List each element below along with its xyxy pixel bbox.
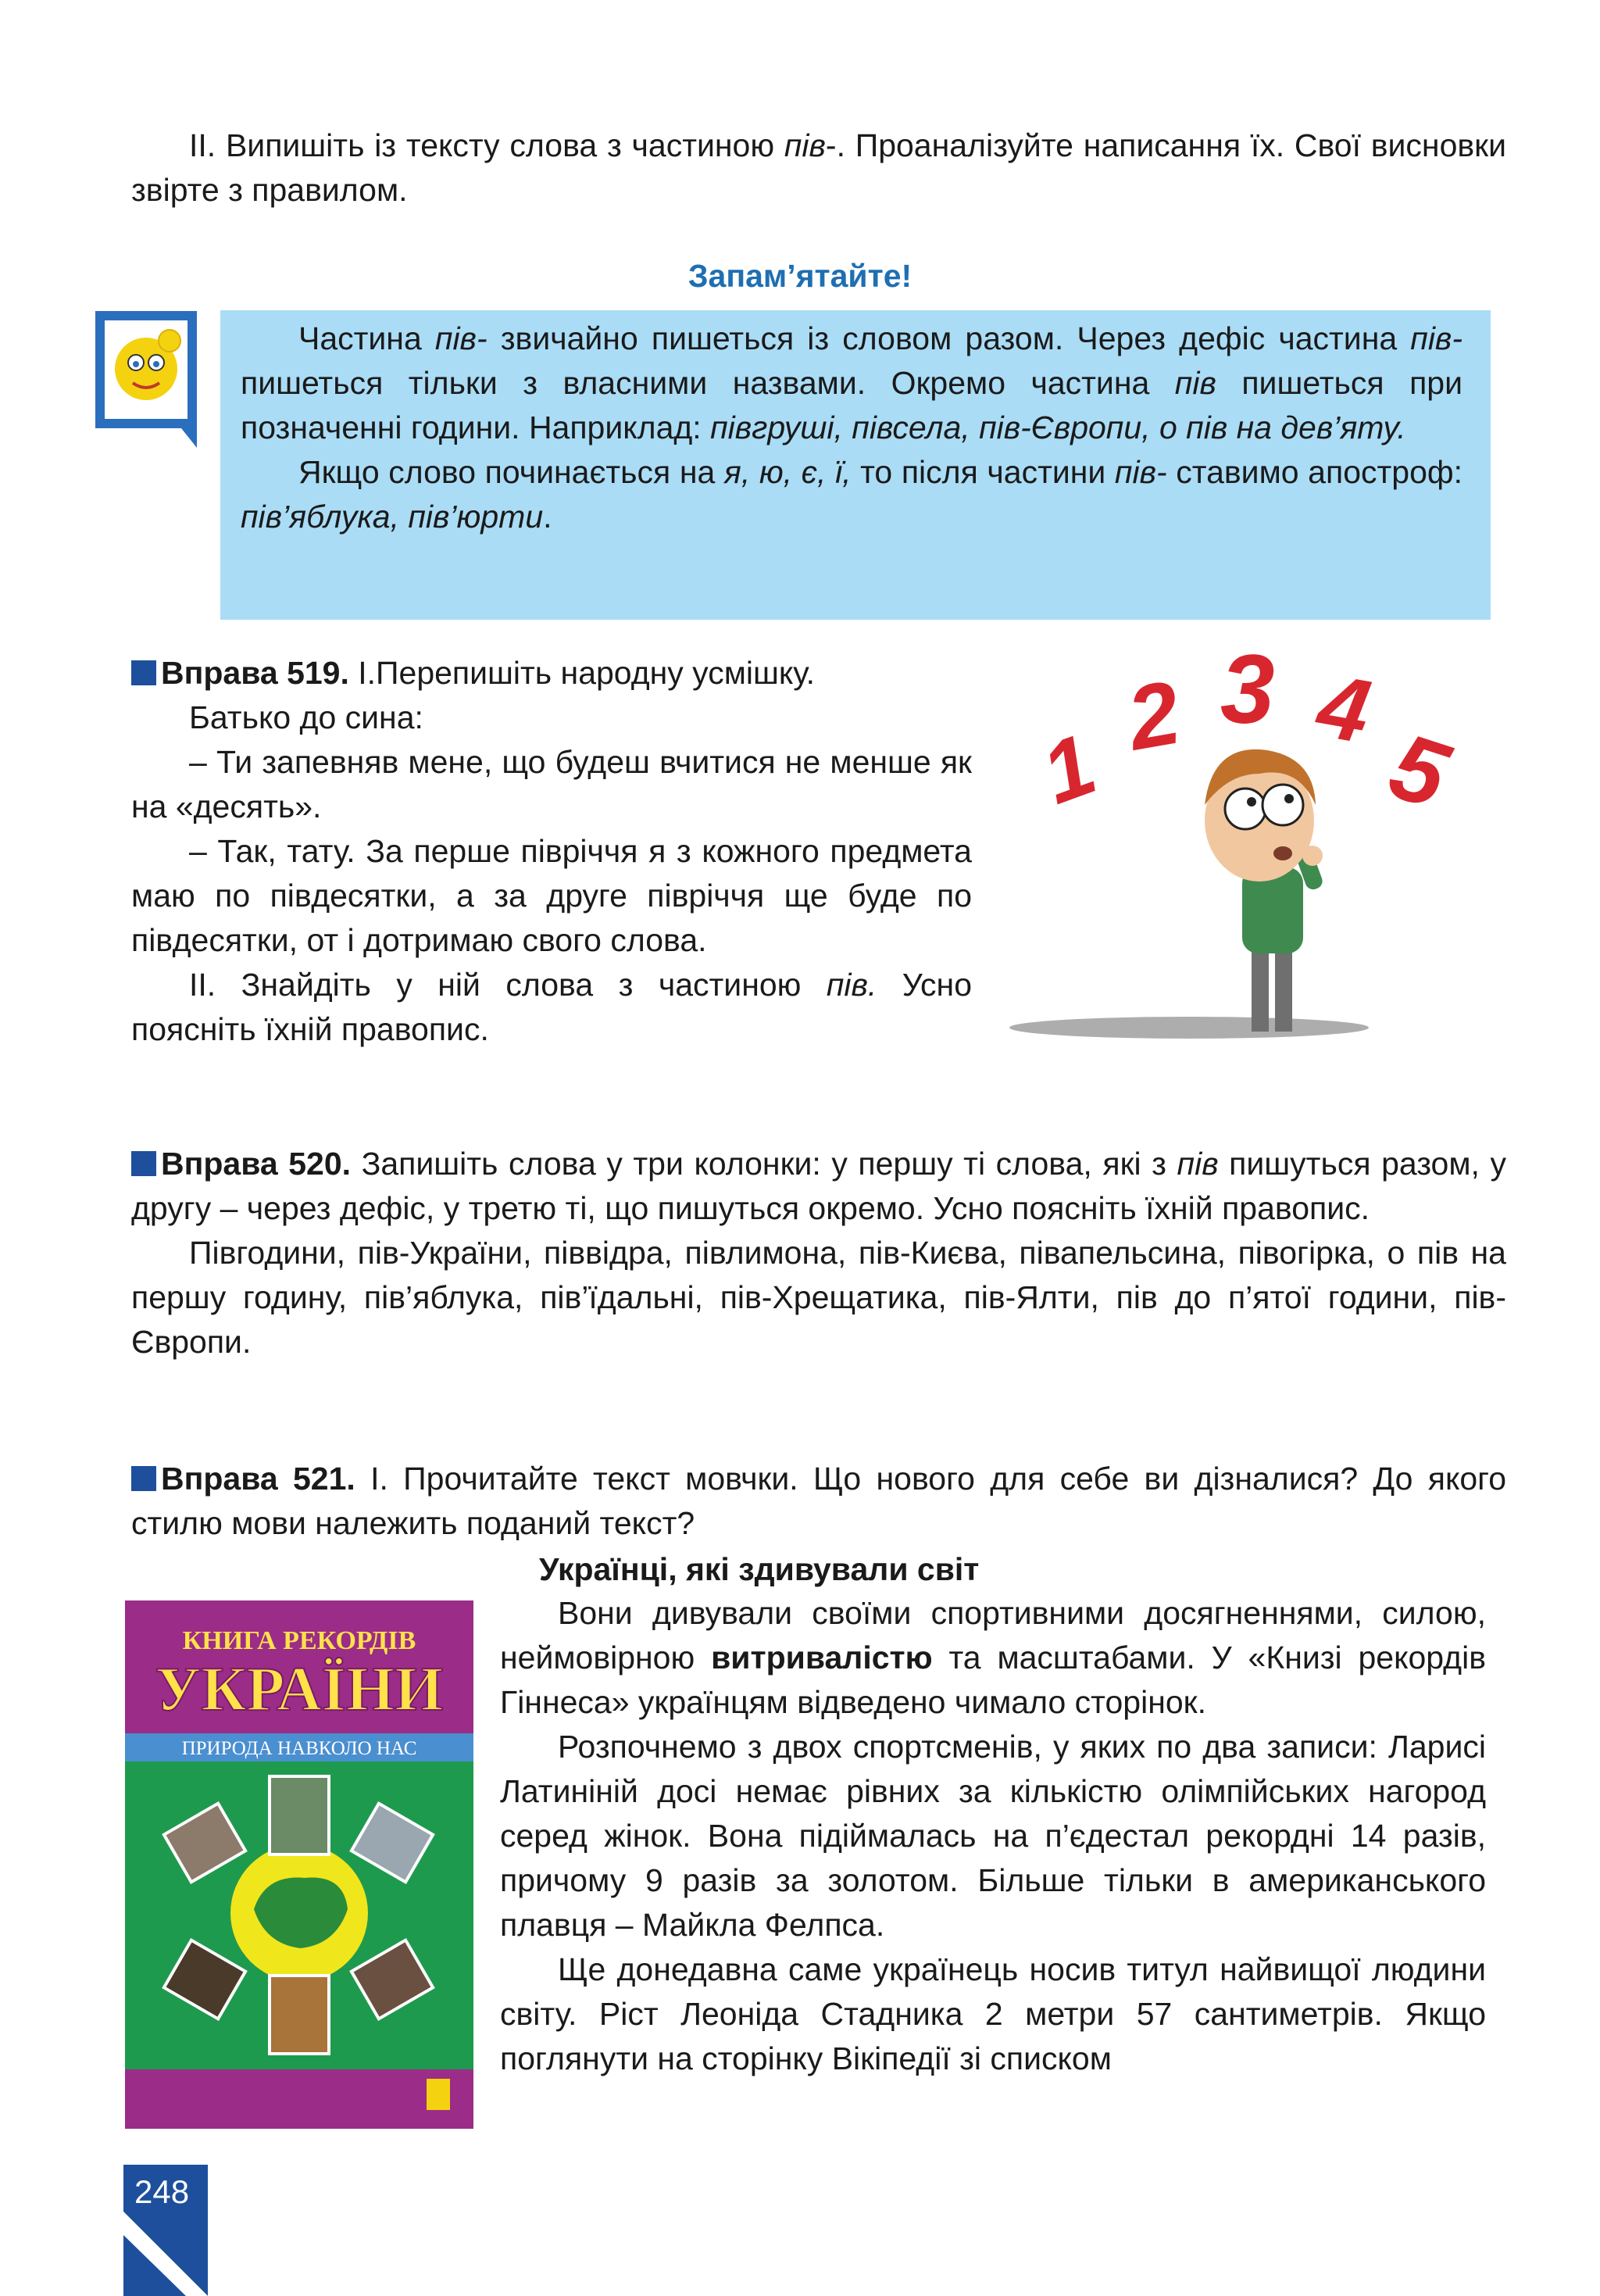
exercise-marker-icon [131,660,156,685]
digit-3: 3 [1220,649,1275,744]
exercise-marker-icon [131,1466,156,1491]
book-title-line-2: УКРАЇНИ [155,1655,444,1724]
digit-1: 1 [1030,716,1108,823]
rule-box [220,310,1491,620]
exercise-519-task-2: ІІ. Знайдіть у ній слова з частиною пів. Усно поясніть їхній правопис. [131,967,972,1047]
rule-paragraph-1: Частина пів- звичайно пишеться із словом разом. Через дефіс частина пів- пишеться тільки з власними назвами. Окремо частина пів пишеться при позначенні години. Наприклад: півгруші, півсела, пів-Європи, о пів на дев’яту. [241,320,1463,445]
story-title: Українці, які здивували світ [539,1551,980,1587]
book-subtitle: ПРИРОДА НАВКОЛО НАС [181,1738,417,1759]
book-cover-image [125,1600,473,2129]
digit-2: 2 [1120,662,1188,770]
page-number: 248 [134,2173,190,2210]
exercise-519-heading: Вправа 519. І.Перепишіть народну усмішку. [131,651,972,696]
joke-line: – Так, тату. За перше півріччя я з кожного предмета маю по півдесятки, а за друге півріччя ще буде по півдесятки, от і дотримаю свого слова. [131,833,972,958]
digit-5: 5 [1377,713,1460,829]
intro-task [131,123,1506,213]
mascot-icon [95,311,197,448]
rule-paragraph-2: Якщо слово починається на я, ю, є, ї, то після частини пів- ставимо апостроф: пів’яблука, пів’юрти. [241,454,1462,535]
intro-italic: пів [784,127,826,163]
story-text [500,1591,1486,2081]
intro-text-end: -. Проаналізуйте написання їх. Свої висновки звірте з правилом. [131,127,1506,208]
exercise-520-words: Півгодини, пів-України, піввідра, півлимона, пів-Києва, півапельсина, півогірка, о пів на першу годину, пів’яблука, пів’їдальні, пів-Хрещатика, пів-Ялти, пів до п’ятої години, пів-Європи. [131,1235,1506,1360]
exercise-520 [131,1142,1506,1364]
exercise-519 [131,651,972,1052]
joke-line: – Ти запевняв мене, що будеш вчитися не менше як на «десять». [131,744,972,824]
digit-4: 4 [1310,655,1377,763]
exercise-marker-icon [131,1151,156,1176]
exercise-520-heading: Вправа 520. Запишіть слова у три колонки: у першу ті слова, які з пів пишуться разом, у другу – через дефіс, у третю ті, що пишуться окремо. Усно поясніть їхній правопис. [131,1146,1506,1226]
story-paragraph-3: Ще донедавна саме українець носив титул найвищої людини світу. Ріст Леоніда Стадника 2 метри 57 сантиметрів. Якщо поглянути на сторінку Вікіпедії зі списком [500,1951,1486,2076]
joke-line: Батько до сина: [189,699,423,735]
boy-with-numbers-illustration [994,649,1494,1063]
book-title-line-1: КНИГА РЕКОРДІВ [182,1626,416,1655]
story-paragraph-1: Вони дивували своїми спортивними досягненнями, силою, неймовірною витривалістю та масштабами. У «Книзі рекордів Гіннеса» українцям відведено чимало сторінок. [500,1595,1486,1720]
story-paragraph-2: Розпочнемо з двох спортсменів, у яких по два записи: Ларисі Латиніній досі немає рівних за кількістю олімпійських нагород серед жінок. Вона підіймалась на п’єдестал рекордні 14 разів, причому 9 разів за золотом. Більше тільки в американського плавця – Майкла Фелпса. [500,1729,1486,1943]
exercise-521 [131,1457,1506,1546]
remember-heading: Запам’ятайте! [688,258,912,294]
intro-text: ІІ. Випишіть із тексту слова з частиною [189,127,784,163]
exercise-521-heading: Вправа 521. І. Прочитайте текст мовчки. Що нового для себе ви дізналися? До якого стилю мови належить поданий текст? [131,1461,1507,1541]
